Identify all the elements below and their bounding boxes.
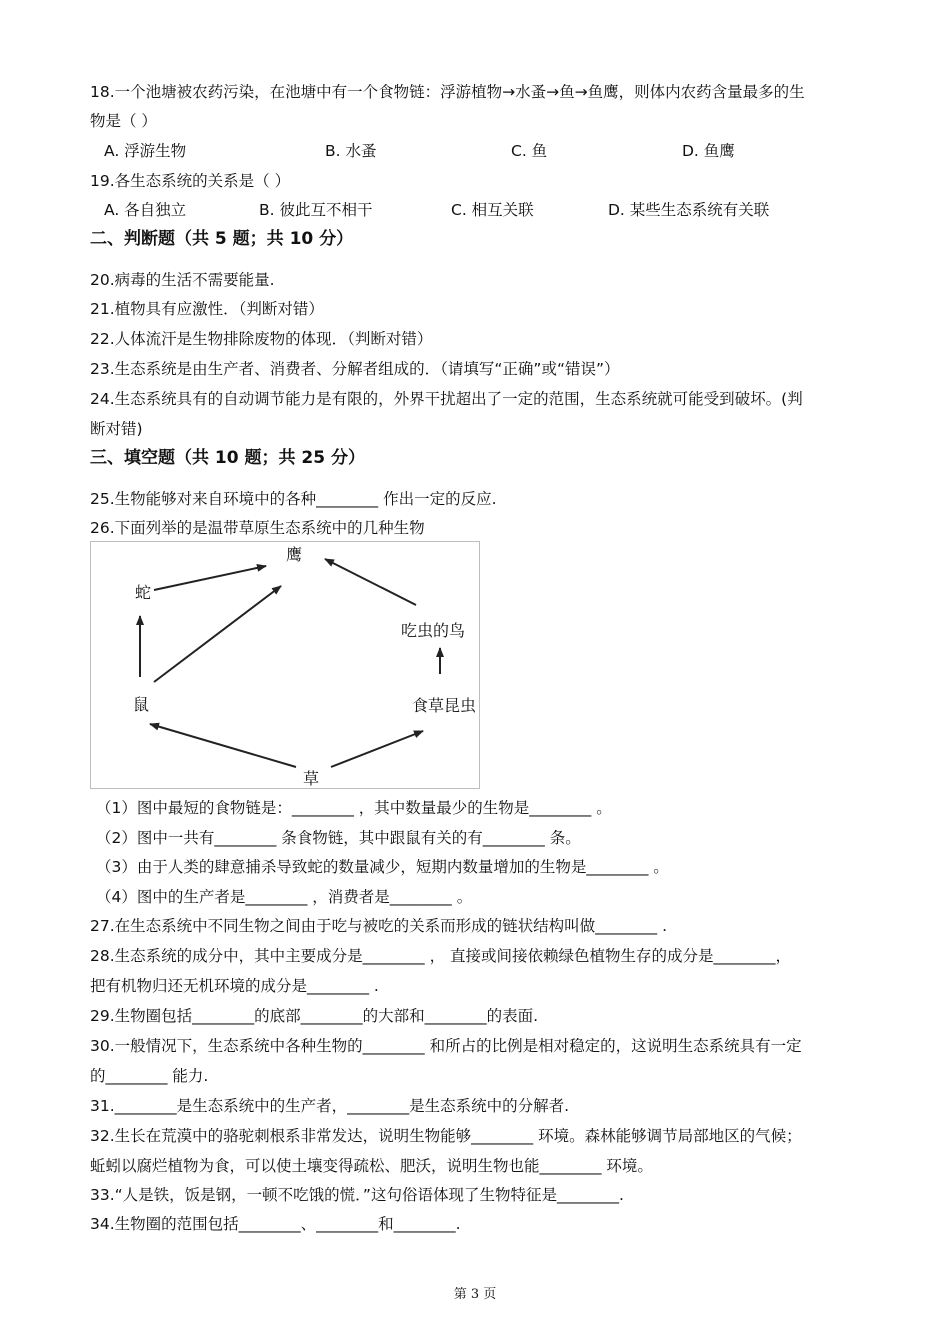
q19-option-b: B. 彼此互不相干 [259,201,373,219]
arrow-grass-to-mouse [150,724,296,767]
arrow-snake-to-hawk [154,566,266,590]
question-20: 20.病毒的生活不需要能量. [90,271,275,289]
question-34: 34.生物圈的范围包括________、________和________. [90,1215,461,1233]
section-2-title: 二、判断题（共 5 题；共 10 分） [90,229,354,249]
arrow-mouse-to-hawk [154,586,281,682]
question-22: 22.人体流汗是生物排除废物的体现．（判断对错） [90,330,433,348]
q18-option-a: A. 浮游生物 [104,142,187,160]
question-31: 31.________是生态系统中的生产者，________是生态系统中的分解者. [90,1097,570,1115]
node-hawk: 鹰 [286,545,303,564]
question-30-line2: 的________ 能力. [90,1067,209,1085]
node-grass: 草 [303,769,320,788]
question-30-line1: 30.一般情况下，生态系统中各种生物的________ 和所占的比例是相对稳定的，这说明生态系统具有一定 [90,1037,802,1055]
question-26-stem: 26.下面列举的是温带草原生态系统中的几种生物 [90,519,425,537]
question-26-part1: （1）图中最短的食物链是：________ ，其中数量最少的生物是________ 。 [96,799,612,817]
question-23: 23.生态系统是由生产者、消费者、分解者组成的．（请填写“正确”或“错误”） [90,360,620,378]
q19-option-d: D. 某些生态系统有关联 [608,201,770,219]
question-28-line1: 28.生态系统的成分中，其中主要成分是________ ， 直接或间接依赖绿色植物生存的成分是________， [90,947,792,965]
question-18-line1: 18.一个池塘被农药污染，在池塘中有一个食物链：浮游植物→水蚤→鱼→鱼鹰，则体内农药含量最多的生 [90,83,805,101]
q18-option-c: C. 鱼 [511,142,548,160]
section-3-title: 三、填空题（共 10 题；共 25 分） [90,448,365,468]
question-28-line2: 把有机物归还无机环境的成分是________ . [90,977,379,995]
question-19-stem: 19.各生态系统的关系是（ ） [90,172,291,190]
page-number: 第 3 页 [453,1287,497,1302]
question-33: 33.“人是铁，饭是钢，一顿不吃饿的慌．”这句俗语体现了生物特征是________. [90,1186,624,1204]
arrow-grass-to-insect [331,731,423,767]
question-29: 29.生物圈包括________的底部________的大部和________的表面. [90,1007,539,1025]
question-26-part3: （3）由于人类的肆意捕杀导致蛇的数量减少，短期内数量增加的生物是________ 。 [96,858,669,876]
food-web-arrows [91,542,481,790]
question-26-part4: （4）图中的生产者是________ ，消费者是________ 。 [96,888,473,906]
question-25: 25.生物能够对来自环境中的各种________ 作出一定的反应. [90,490,497,508]
arrow-bird-to-hawk [325,559,416,605]
question-24-line2: 断对错) [90,420,143,438]
question-32-line1: 32.生长在荒漠中的骆驼刺根系非常发达，说明生物能够________ 环境。森林能够调节局部地区的气候； [90,1127,802,1145]
q19-option-c: C. 相互关联 [451,201,534,219]
question-18-line2: 物是（ ） [90,112,157,130]
q19-option-a: A. 各自独立 [104,201,187,219]
q18-option-b: B. 水蚤 [325,142,377,160]
node-snake: 蛇 [135,583,152,602]
node-bird: 吃虫的鸟 [401,621,466,640]
question-32-line2: 蚯蚓以腐烂植物为食，可以使土壤变得疏松、肥沃，说明生物也能________ 环境。 [90,1157,653,1175]
question-27: 27.在生态系统中不同生物之间由于吃与被吃的关系而形成的链状结构叫做________ . [90,917,668,935]
question-24-line1: 24.生态系统具有的自动调节能力是有限的，外界干扰超出了一定的范围，生态系统就可能受到破坏。(判 [90,390,803,408]
q18-option-d: D. 鱼鹰 [682,142,735,160]
node-mouse: 鼠 [133,695,150,714]
question-21: 21.植物具有应激性．（判断对错） [90,300,324,318]
question-26-part2: （2）图中一共有________ 条食物链，其中跟鼠有关的有________ 条。 [96,829,581,847]
food-web-diagram [90,541,480,789]
node-insect: 食草昆虫 [412,696,477,715]
